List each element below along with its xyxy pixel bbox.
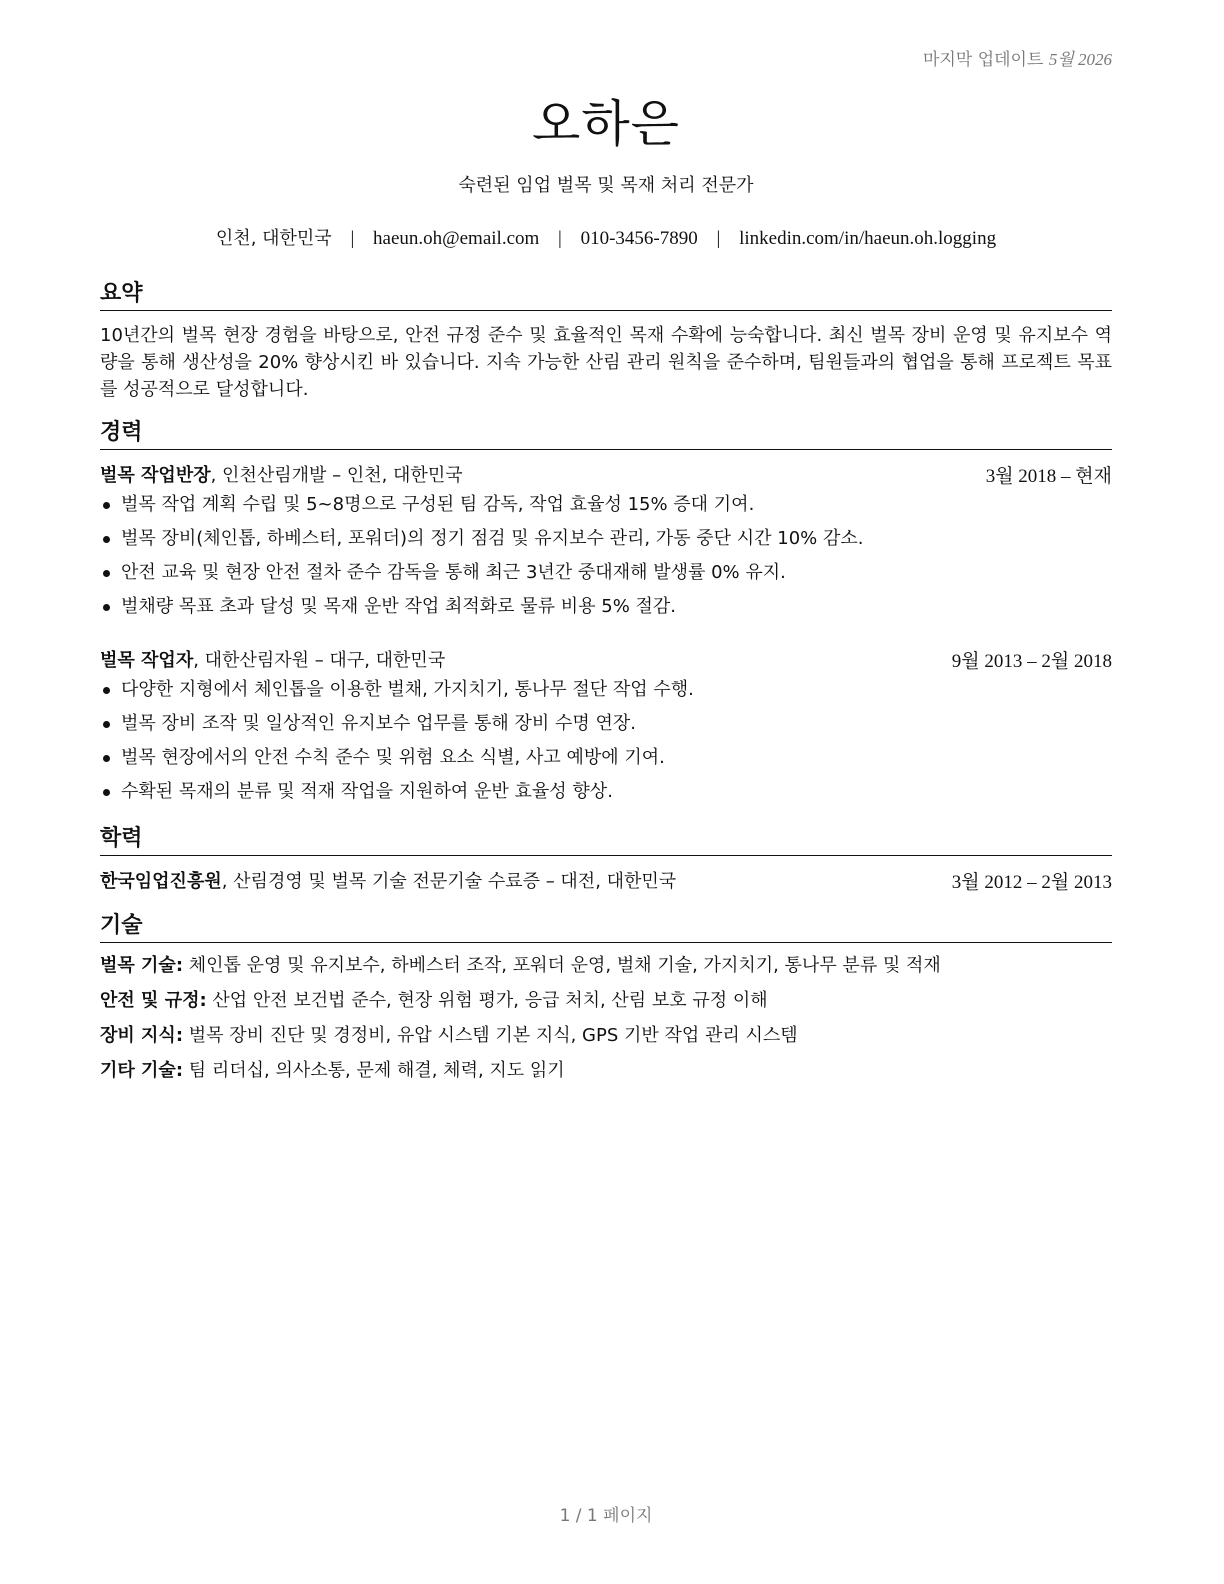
section-title-experience: 경력 (100, 415, 1112, 450)
skill-row (100, 1023, 1112, 1058)
skills-list (100, 953, 1112, 1093)
candidate-name: 오하은 (532, 95, 680, 153)
job-dates: 3월 2018 – 현재 (985, 466, 1112, 487)
job-role: 벌목 작업자 (100, 650, 194, 671)
last-updated (923, 45, 1112, 70)
skill-row (100, 988, 1112, 1023)
skill-label: 장비 지식: (100, 1025, 184, 1046)
contact-phone: 010-3456-7890 (580, 228, 698, 249)
education-detail: , 산림경영 및 벌목 기술 전문기술 수료증 – 대전, 대한민국 (221, 871, 677, 892)
education-entry (100, 867, 1112, 893)
section-title-summary: 요약 (100, 276, 1112, 311)
job-dates: 9월 2013 – 2월 2018 (951, 651, 1112, 672)
summary-text: 10년간의 벌목 현장 경험을 바탕으로, 안전 규정 준수 및 효율적인 목재 수확에 능숙합니다. 최신 벌목 장비 운영 및 유지보수 역량을 통해 생산성을 20% 향상시킨 바 있습니다. 지속 가능한 산림 관리 원칙을 준수하며, 팀원들과의 협업을 통해 프로젝트 목표를 성공적으로 달성합니다. (100, 325, 1112, 400)
skill-label: 안전 및 규정: (100, 990, 207, 1011)
list-item: 벌채량 목표 초과 달성 및 목재 운반 작업 최적화로 물류 비용 5% 절감. (100, 594, 1112, 628)
skill-label: 기타 기술: (100, 1060, 184, 1081)
section-title-skills: 기술 (100, 908, 1112, 943)
list-item: 안전 교육 및 현장 안전 절차 준수 감독을 통해 최근 3년간 중대재해 발생률 0% 유지. (100, 560, 1112, 594)
skill-value: 산업 안전 보건법 준수, 현장 위험 평가, 응급 처치, 산림 보호 규정 이해 (206, 990, 768, 1011)
list-item: 수확된 목재의 분류 및 적재 작업을 지원하여 운반 효율성 향상. (100, 779, 1112, 813)
contact-separator: | (558, 228, 562, 249)
resume-page (100, 0, 1112, 1584)
skill-label: 벌목 기술: (100, 955, 184, 976)
skill-row (100, 1058, 1112, 1093)
contact-line (100, 224, 1112, 250)
candidate-headline: 숙련된 임업 벌목 및 목재 처리 전문가 (458, 175, 754, 196)
list-item: 벌목 현장에서의 안전 수칙 준수 및 위험 요소 식별, 사고 예방에 기여. (100, 745, 1112, 779)
contact-email[interactable]: haeun.oh@email.com (373, 228, 540, 249)
section-title-education: 학력 (100, 821, 1112, 856)
job-header (100, 646, 1112, 672)
contact-location: 인천, 대한민국 (215, 228, 332, 249)
last-updated-date: 5월 2026 (1048, 50, 1112, 69)
job-bullets (100, 677, 1112, 813)
education-dates: 3월 2012 – 2월 2013 (951, 872, 1112, 893)
list-item: 벌목 장비(체인톱, 하베스터, 포워더)의 정기 점검 및 유지보수 관리, 가동 중단 시간 10% 감소. (100, 526, 1112, 560)
job-header (100, 461, 1112, 487)
education-school: 한국임업진흥원 (100, 871, 222, 892)
contact-separator: | (716, 228, 721, 249)
job-org: , 대한산림자원 – 대구, 대한민국 (193, 650, 446, 671)
job-role: 벌목 작업반장 (100, 465, 211, 486)
job-bullets (100, 492, 1112, 628)
list-item: 다양한 지형에서 체인톱을 이용한 벌채, 가지치기, 통나무 절단 작업 수행. (100, 677, 1112, 711)
skill-row (100, 953, 1112, 988)
page-number: 1 / 1 페이지 (559, 1506, 653, 1526)
contact-linkedin[interactable]: linkedin.com/in/haeun.oh.logging (739, 228, 997, 249)
last-updated-label: 마지막 업데이트 (923, 50, 1044, 70)
list-item: 벌목 작업 계획 수립 및 5~8명으로 구성된 팀 감독, 작업 효율성 15% 증대 기여. (100, 492, 1112, 526)
skill-value: 벌목 장비 진단 및 경정비, 유압 시스템 기본 지식, GPS 기반 작업 관리 시스템 (183, 1025, 798, 1046)
skill-value: 팀 리더십, 의사소통, 문제 해결, 체력, 지도 읽기 (183, 1060, 565, 1081)
list-item: 벌목 장비 조작 및 일상적인 유지보수 업무를 통해 장비 수명 연장. (100, 711, 1112, 745)
skill-value: 체인톱 운영 및 유지보수, 하베스터 조작, 포워더 운영, 벌채 기술, 가지치기, 통나무 분류 및 적재 (183, 955, 941, 976)
contact-separator: | (350, 228, 355, 249)
job-org: , 인천산림개발 – 인천, 대한민국 (210, 465, 463, 486)
